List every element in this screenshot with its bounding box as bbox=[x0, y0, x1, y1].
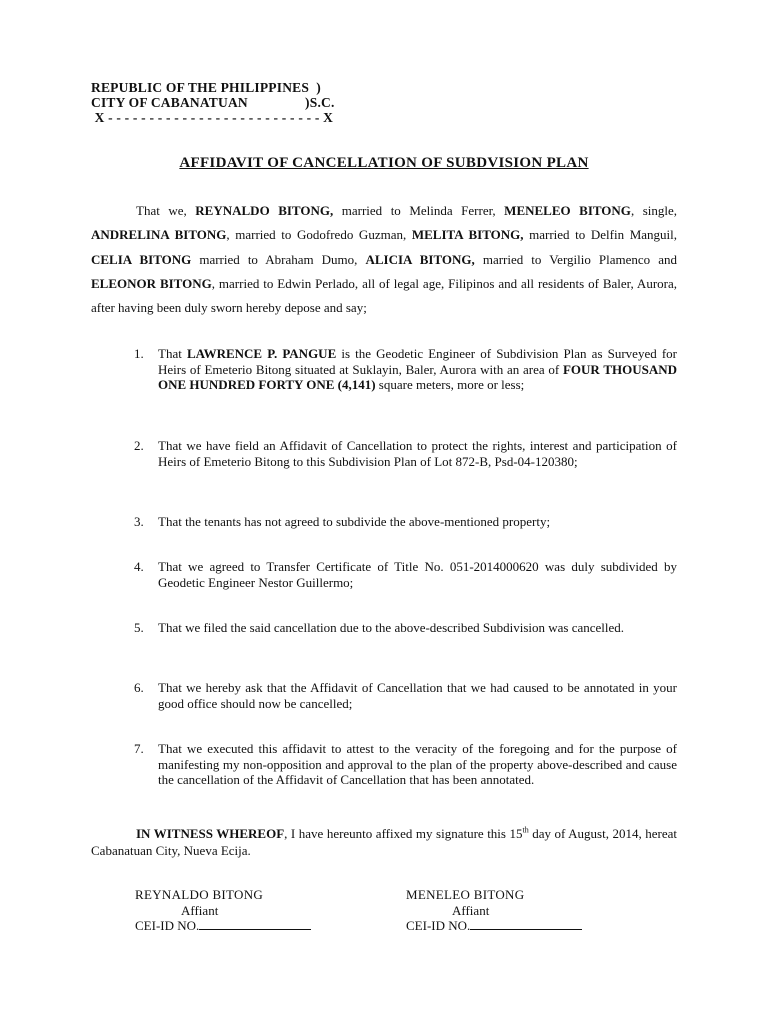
bold-text-run: FOUR THOUSAND ONE HUNDRED FORTY ONE (4,141) bbox=[158, 361, 677, 393]
item-number: 6. bbox=[134, 680, 144, 695]
bold-text-run: LAWRENCE P. PANGUE bbox=[186, 346, 337, 361]
bold-text-run: ELEONOR BITONG bbox=[91, 275, 212, 291]
text-run: That we filed the said cancellation due to the above-described Subdivision was cancelled. bbox=[158, 620, 625, 635]
text-run: married to Abraham Dumo, bbox=[191, 251, 366, 267]
text-run: day of August, 2014, hereat Cabanatuan City, Nueva Ecija. bbox=[91, 826, 677, 858]
text-run: , married to Edwin Perlado, all of legal age, Filipinos and all residents of Baler, Aurora, after having been duly sworn hereby depose and say; bbox=[91, 275, 677, 316]
numbered-item-5 bbox=[134, 620, 677, 636]
header-city: CITY OF CABANATUAN )S.C. bbox=[91, 95, 335, 110]
signatory-block-1 bbox=[135, 887, 311, 934]
document-title: AFFIDAVIT OF CANCELLATION OF SUBDVISION PLAN bbox=[179, 155, 589, 171]
id-label: CEI-ID NO. bbox=[406, 918, 471, 934]
id-field bbox=[135, 918, 311, 934]
bold-text-run: REYNALDO BITONG, bbox=[195, 203, 334, 218]
text-run: married to Melinda Ferrer, bbox=[333, 203, 505, 218]
bold-text-run: ALICIA BITONG, bbox=[365, 251, 475, 267]
bold-text-run: MENELEO BITONG bbox=[504, 203, 631, 218]
item-number: 2. bbox=[134, 438, 144, 453]
numbered-item-3 bbox=[134, 514, 677, 530]
signatory-name: REYNALDO BITONG bbox=[135, 887, 264, 902]
text-run: That we hereby ask that the Affidavit of Cancellation that we had caused to be annotated in your good office should now be cancelled; bbox=[158, 680, 677, 711]
item-number: 4. bbox=[134, 559, 144, 574]
text-run: That we executed this affidavit to attest to the veracity of the foregoing and for the purpose of manifesting my non-opposition and approval to the plan of the property above-described and cause the cancellation of the Affidavit of Cancellation that has been annotated. bbox=[158, 741, 677, 788]
signatory-role: Affiant bbox=[452, 902, 490, 918]
text-run: square meters, more or less; bbox=[375, 377, 525, 393]
text-run: That bbox=[158, 346, 187, 361]
text-run: That we agreed to Transfer Certificate of Title No. 051-2014000620 was duly subdivided by Geodetic Engineer Nestor Guillermo; bbox=[158, 559, 677, 590]
text-run: , married to Godofredo Guzman, bbox=[226, 227, 412, 243]
item-text bbox=[158, 741, 677, 788]
text-run: That we, bbox=[136, 203, 196, 218]
item-number: 1. bbox=[134, 346, 144, 361]
signatory-role: Affiant bbox=[181, 902, 219, 918]
header-x-line: X - - - - - - - - - - - - - - - - - - - - - - - - - - X bbox=[91, 110, 334, 125]
id-label: CEI-ID NO. bbox=[135, 918, 200, 934]
numbered-item-4 bbox=[134, 559, 677, 590]
text-run: , single, bbox=[630, 203, 678, 218]
superscript-run: th bbox=[522, 825, 529, 835]
numbered-item-7 bbox=[134, 741, 677, 788]
id-blank-line bbox=[470, 918, 582, 930]
text-run: , I have hereunto affixed my signature this 15 bbox=[284, 826, 523, 841]
item-number: 3. bbox=[134, 514, 144, 529]
id-field bbox=[406, 918, 582, 934]
item-text bbox=[158, 346, 677, 393]
bold-text-run: MELITA BITONG, bbox=[411, 227, 524, 243]
text-run: That the tenants has not agreed to subdivide the above-mentioned property; bbox=[158, 514, 551, 529]
numbered-item-2 bbox=[134, 438, 677, 469]
item-text bbox=[158, 514, 677, 530]
item-number: 7. bbox=[134, 741, 144, 756]
witness-paragraph bbox=[91, 825, 677, 859]
bold-text-run: ANDRELINA BITONG bbox=[91, 227, 227, 243]
item-text bbox=[158, 680, 677, 711]
text-run: married to Delfin Manguil, bbox=[523, 227, 678, 243]
item-text bbox=[158, 620, 677, 636]
numbered-item-1 bbox=[134, 346, 677, 393]
signatory-block-2 bbox=[406, 887, 582, 934]
bold-text-run: IN WITNESS WHEREOF bbox=[136, 826, 285, 841]
text-run: That we have field an Affidavit of Cancellation to protect the rights, interest and participation of Heirs of Emeterio Bitong to this Subdivision Plan of Lot 872-B, Psd-04-120380; bbox=[158, 438, 677, 469]
item-text bbox=[158, 438, 677, 469]
intro-paragraph bbox=[91, 199, 677, 320]
item-number: 5. bbox=[134, 620, 144, 635]
text-run: is the Geodetic Engineer of Subdivision Plan as Surveyed for Heirs of Emeterio Bitong situated at Suklayin, Baler, Aurora with an area of bbox=[158, 346, 678, 377]
signatory-name: MENELEO BITONG bbox=[406, 887, 525, 902]
id-blank-line bbox=[199, 918, 311, 930]
item-text bbox=[158, 559, 677, 590]
numbered-item-6 bbox=[134, 680, 677, 711]
text-run: married to Vergilio Plamenco and bbox=[474, 251, 677, 267]
header-republic: REPUBLIC OF THE PHILIPPINES ) bbox=[91, 80, 321, 95]
bold-text-run: CELIA BITONG bbox=[91, 251, 192, 267]
